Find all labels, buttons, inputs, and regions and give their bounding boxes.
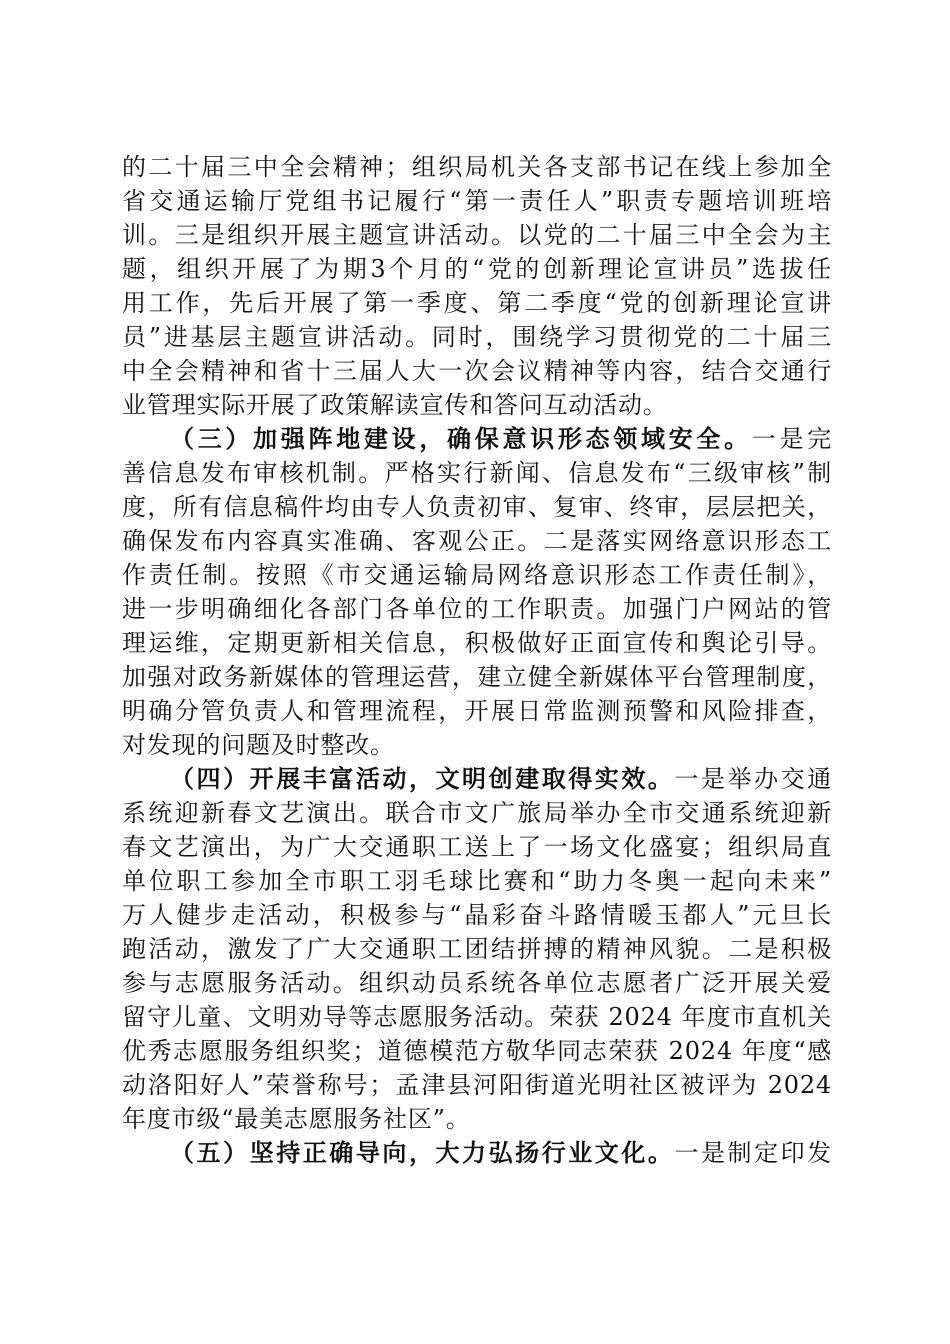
section-3-line: 作责任制。按照《市交通运输局网络意识形态工作责任制》，	[122, 561, 832, 589]
section-5-heading: （五）坚持正确导向，大力弘扬行业文化。	[170, 1138, 675, 1167]
section-3-line: 对发现的问题及时整改。	[122, 731, 395, 759]
body-line: 的二十届三中全会精神；组织局机关各支部书记在线上参加全	[122, 153, 832, 181]
section-4-line: 系统迎新春文艺演出。联合市文广旅局举办全市交通系统迎新	[122, 799, 832, 827]
section-5-first-line	[122, 1136, 832, 1170]
body-line: 用工作，先后开展了第一季度、第二季度“党的创新理论宣讲	[122, 289, 832, 317]
body-line: 训。三是组织开展主题宣讲活动。以党的二十届三中全会为主	[122, 221, 832, 249]
body-line: 题，组织开展了为期3个月的“党的创新理论宣讲员”选拔任	[122, 255, 832, 283]
body-line: 业管理实际开展了政策解读宣传和答问互动活动。	[122, 391, 668, 419]
section-4-first-tail: 一是举办交通	[674, 765, 832, 793]
section-3-line: 善信息发布审核机制。严格实行新闻、信息发布“三级审核”制	[122, 459, 832, 487]
body-line: 省交通运输厅党组书记履行“第一责任人”职责专题培训班培	[122, 187, 832, 215]
section-3-line: 加强对政务新媒体的管理运营，建立健全新媒体平台管理制度，	[122, 663, 832, 691]
section-4-line: 动洛阳好人”荣誉称号；孟津县河阳街道光明社区被评为 2024	[122, 1071, 832, 1099]
section-4-line: 优秀志愿服务组织奖；道德模范方敬华同志荣获 2024 年度“感	[122, 1037, 832, 1065]
section-4-first-line	[122, 762, 832, 796]
section-4-line: 年度市级“最美志愿服务社区”。	[122, 1105, 471, 1133]
section-5-first-tail: 一是制定印发	[674, 1139, 832, 1167]
section-3-first-tail: 一是完	[751, 425, 832, 453]
document-body	[122, 150, 832, 1170]
section-3-line: 确保发布内容真实准确、客观公正。二是落实网络意识形态工	[122, 527, 832, 555]
section-4-line: 春文艺演出，为广大交通职工送上了一场文化盛宴；组织局直	[122, 833, 832, 861]
section-4-line: 单位职工参加全市职工羽毛球比赛和“助力冬奥一起向未来”	[122, 867, 832, 895]
section-3-line: 明确分管负责人和管理流程，开展日常监测预警和风险排查，	[122, 697, 832, 725]
section-3-line: 进一步明确细化各部门各单位的工作职责。加强门户网站的管	[122, 595, 832, 623]
section-3-line: 度，所有信息稿件均由专人负责初审、复审、终审，层层把关，	[122, 493, 832, 521]
section-3-heading: （三）加强阵地建设，确保意识形态领域安全。	[170, 424, 752, 453]
section-4-line: 参与志愿服务活动。组织动员系统各单位志愿者广泛开展关爱	[122, 969, 832, 997]
section-3-line: 理运维，定期更新相关信息，积极做好正面宣传和舆论引导。	[122, 629, 832, 657]
section-3-first-line	[122, 422, 832, 456]
body-line: 中全会精神和省十三届人大一次会议精神等内容，结合交通行	[122, 357, 832, 385]
body-line: 员”进基层主题宣讲活动。同时，围绕学习贯彻党的二十届三	[122, 323, 832, 351]
section-4-heading: （四）开展丰富活动，文明创建取得实效。	[170, 764, 675, 793]
section-4-line: 万人健步走活动，积极参与“晶彩奋斗路情暖玉都人”元旦长	[122, 901, 832, 929]
section-4-line: 留守儿童、文明劝导等志愿服务活动。荣获 2024 年度市直机关	[122, 1003, 832, 1031]
section-4-line: 跑活动，激发了广大交通职工团结拼搏的精神风貌。二是积极	[122, 935, 832, 963]
